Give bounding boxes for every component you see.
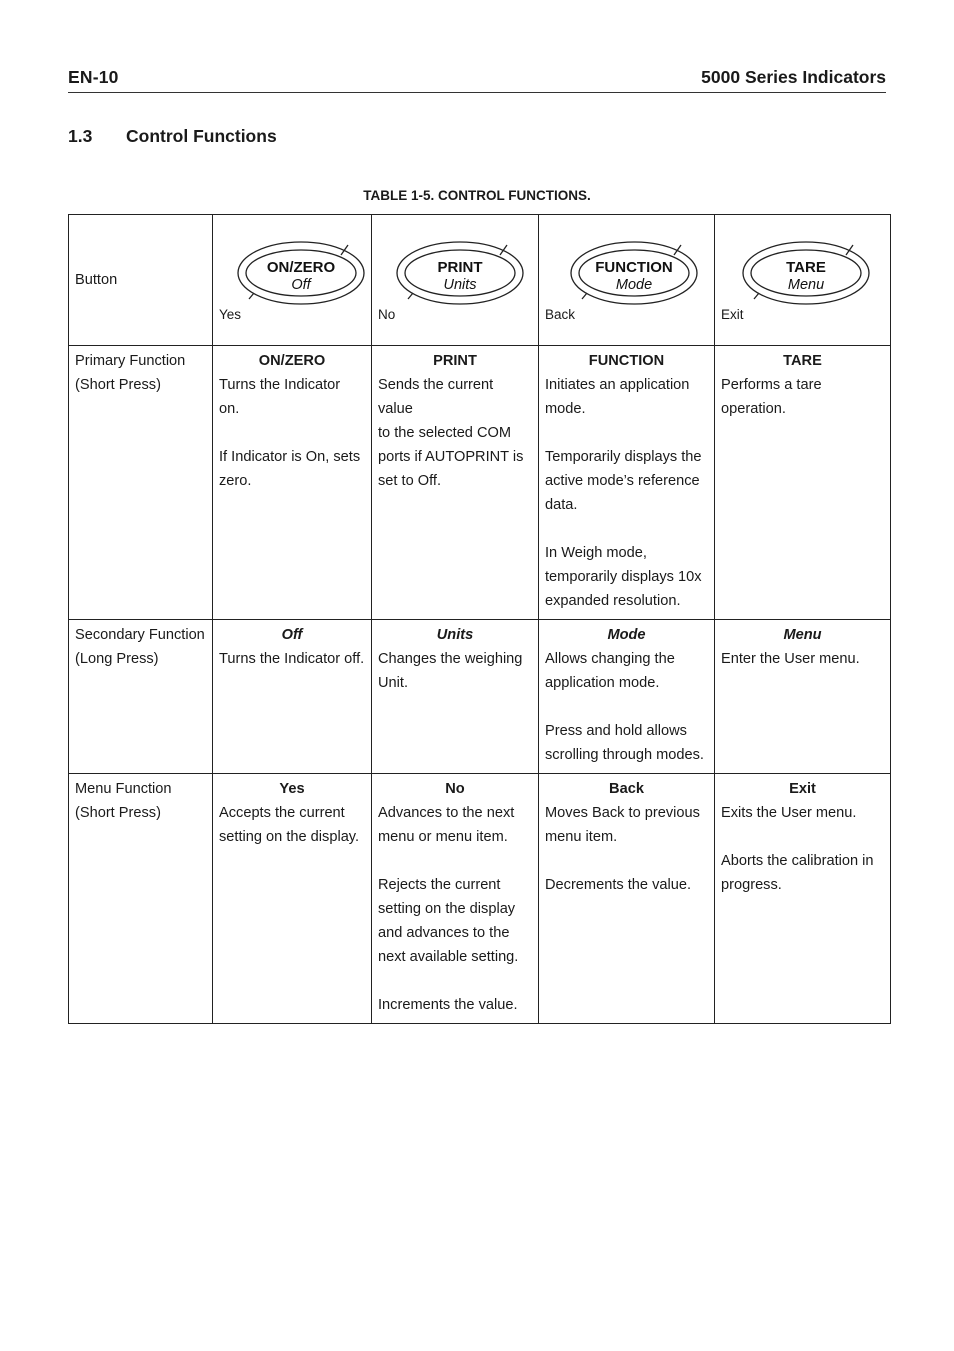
function-heading: Units [436,627,474,643]
function-heading: Yes [279,781,305,797]
row-label-primary: Primary Function (Short Press) [69,346,213,620]
button-menu-caption: Exit [721,307,744,322]
function-description-line: menu item. [545,829,618,845]
secondary-cell-print [372,620,539,774]
function-heading: Exit [789,781,816,797]
function-heading: PRINT [433,353,477,369]
table-row-menu [69,774,891,1024]
button-primary-label: FUNCTION [595,259,673,276]
function-heading: ON/ZERO [258,353,326,369]
button-menu-caption: No [378,307,396,322]
function-description-line: temporarily displays 10x [545,569,702,585]
button-secondary-label: Mode [615,277,653,293]
menu-cell-function [539,774,715,1024]
function-description-line: progress. [721,877,782,893]
button-graphic [742,240,872,306]
button-graphic [396,240,526,306]
row-label-text: Button [75,272,118,288]
function-description-line: Unit. [378,675,409,691]
document-title: 5000 Series Indicators [701,67,886,87]
row-label-button [69,215,213,346]
table-caption: TABLE 1-5. CONTROL FUNCTIONS. [363,188,591,203]
button-cell-tare [715,215,891,346]
function-description-line: active mode’s reference [545,473,700,489]
function-description-line: Increments the value. [378,997,518,1013]
function-description-line: Advances to the next [378,805,515,821]
function-description-line: next available setting. [378,949,519,965]
secondary-cell-function [539,620,715,774]
function-heading: Off [281,627,303,643]
button-cell-function [539,215,715,346]
function-description-line: In Weigh mode, [545,545,647,561]
secondary-cell-onzero [213,620,372,774]
function-description-line: application mode. [545,675,660,691]
function-description-line: to the selected COM [378,425,512,441]
button-graphic [570,240,700,306]
function-heading: Menu [783,627,822,643]
function-description-line: operation. [721,401,786,417]
primary-cell-tare [715,346,891,620]
function-description-line: scrolling through modes. [545,747,704,763]
function-description-line: Aborts the calibration in [721,853,874,869]
primary-cell-print [372,346,539,620]
function-description-line: set to Off. [378,473,441,489]
button-secondary-label: Units [443,277,477,293]
function-description-line: Exits the User menu. [721,805,857,821]
function-heading: Back [609,781,644,797]
menu-cell-onzero [213,774,372,1024]
button-menu-caption: Back [545,307,576,322]
function-description-line: Temporarily displays the [545,449,702,465]
function-description-line: Rejects the current [378,877,501,893]
button-primary-label: TARE [786,259,826,276]
function-description-line: data. [545,497,578,513]
row-label-menu: Menu Function (Short Press) [69,774,213,1024]
table-row-primary [69,346,891,620]
function-description-line: If Indicator is On, sets [219,449,361,465]
function-description-line: expanded resolution. [545,593,681,609]
function-description-line: on. [219,401,240,417]
function-description-line: zero. [219,473,252,489]
function-description-line: Turns the Indicator off. [219,651,365,667]
function-heading: No [445,781,465,797]
function-description-line: mode. [545,401,586,417]
control-functions-table [68,214,891,1024]
table-row-secondary [69,620,891,774]
function-description-line: Allows changing the [545,651,675,667]
function-description-line: Turns the Indicator [219,377,341,393]
function-description-line: menu or menu item. [378,829,508,845]
button-cell-print [372,215,539,346]
function-description-line: Accepts the current [219,805,345,821]
function-heading: FUNCTION [588,353,665,369]
section-number: 1.3 [68,126,93,146]
function-description-line: Enter the User menu. [721,651,860,667]
menu-cell-tare [715,774,891,1024]
menu-cell-print [372,774,539,1024]
primary-cell-onzero [213,346,372,620]
row-label-secondary: Secondary Function (Long Press) [69,620,213,774]
function-description-line: Sends the current value [378,377,494,417]
function-description-line: Changes the weighing [378,651,523,667]
function-description-line: Initiates an application [545,377,690,393]
function-heading: Mode [607,627,646,643]
button-graphic [237,240,367,306]
button-primary-label: ON/ZERO [266,259,336,276]
primary-cell-function [539,346,715,620]
button-secondary-label: Menu [787,277,825,293]
button-primary-label: PRINT [437,259,483,276]
function-description-line: setting on the display. [219,829,360,845]
secondary-cell-tare [715,620,891,774]
button-cell-onzero [213,215,372,346]
table-row-buttons [69,215,891,346]
section-title: Control Functions [126,126,277,146]
function-description-line: and advances to the [378,925,510,941]
page-number: EN-10 [68,67,119,87]
button-menu-caption: Yes [219,307,242,322]
function-description-line: ports if AUTOPRINT is [378,449,524,465]
function-description-line: Moves Back to previous [545,805,700,821]
function-description-line: Decrements the value. [545,877,692,893]
function-description-line: Performs a tare [721,377,822,393]
button-secondary-label: Off [291,277,311,293]
function-description-line: Press and hold allows [545,723,687,739]
function-heading: TARE [783,353,822,369]
header-rule [68,92,886,93]
function-description-line: setting on the display [378,901,516,917]
